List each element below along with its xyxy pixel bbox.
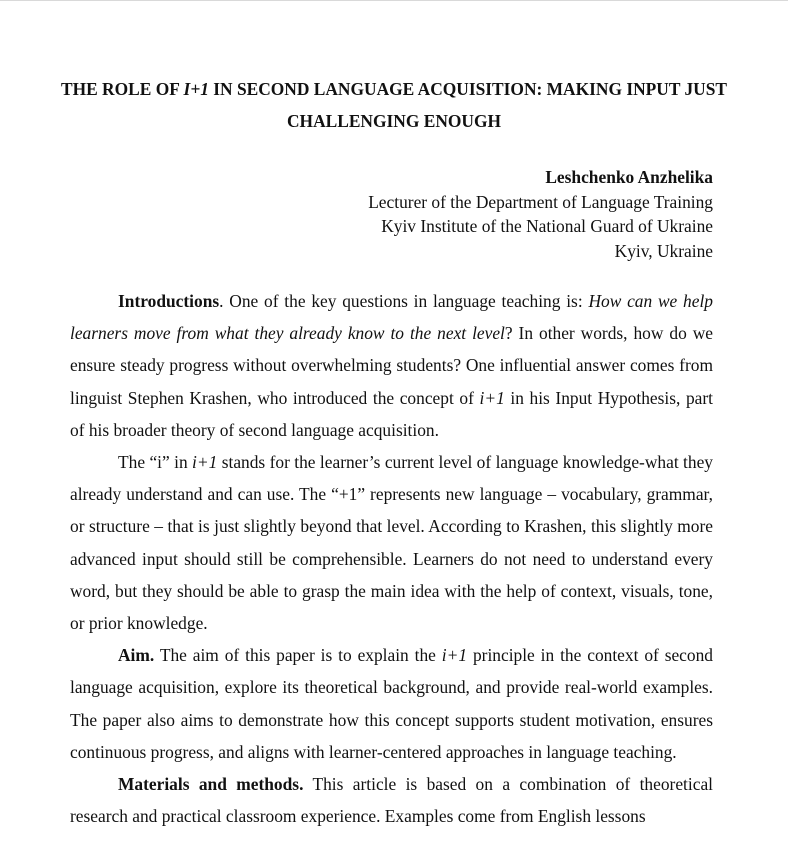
title-text-end: IN SECOND LANGUAGE ACQUISITION: MAKING INPUT JUST CHALLENGING ENOUGH	[208, 79, 728, 131]
title-term: I+1	[183, 79, 209, 99]
author-location: Kyiv, Ukraine	[614, 240, 713, 261]
aim-heading: Aim.	[118, 645, 155, 666]
methods-paragraph	[70, 768, 713, 832]
aim-text-1: The aim of this paper is to explain the	[154, 645, 442, 666]
author-position: Lecturer of the Department of Language Training	[368, 191, 713, 212]
introduction-heading: Introductions	[118, 291, 220, 311]
term-i-plus-1: i+1	[441, 645, 468, 666]
explanation-paragraph	[70, 446, 713, 639]
methods-text-1: This article is based on a combination of theoretical research and practical classroom experience. Examples come from English lessons	[70, 774, 713, 827]
title-text-start: THE ROLE OF	[60, 79, 184, 99]
introduction-text-2: ? In other words, how do we ensure steady progress without overwhelming students? One influential answer comes from linguist Stephen Krashen, who introduced the concept of	[70, 323, 713, 408]
introduction-text-3: in his Input Hypothesis, part of his broader theory of second language acquisition.	[70, 387, 713, 440]
paper-title	[60, 73, 728, 137]
explanation-text-2: stands for the learner’s current level of language knowledge-what they already understand and can use. The “+1” represents new language – vocabulary, grammar, or structure – that is just slightly beyond that level. According to Krashen, this slightly more advanced input should still be comprehensible. Learners do not need to understand every word, but they should be able to grasp the main idea with the help of context, visuals, tone, or prior knowledge.	[70, 452, 713, 634]
introduction-text-1: . One of the key questions in language teaching is:	[219, 291, 589, 311]
author-name: Leshchenko Anzhelika	[545, 167, 713, 187]
term-i-plus-1: i+1	[479, 387, 505, 408]
author-institution: Kyiv Institute of the National Guard of Ukraine	[381, 216, 713, 236]
explanation-text-1: The “i” in	[118, 452, 193, 473]
author-block	[368, 165, 713, 263]
paper-body	[70, 285, 713, 832]
term-i-plus-1: i+1	[192, 452, 218, 473]
aim-text-2: principle in the context of second language acquisition, explore its theoretical background, and provide real-world examples. The paper also aims to demonstrate how this concept supports student motivation, ensures continuous progress, and aligns with learner-centered approaches in language teaching.	[70, 645, 713, 762]
introduction-paragraph	[70, 285, 713, 446]
key-question: How can we help learners move from what they already know to the next level	[70, 291, 713, 344]
methods-heading: Materials and methods.	[118, 774, 304, 795]
aim-paragraph	[70, 639, 713, 768]
